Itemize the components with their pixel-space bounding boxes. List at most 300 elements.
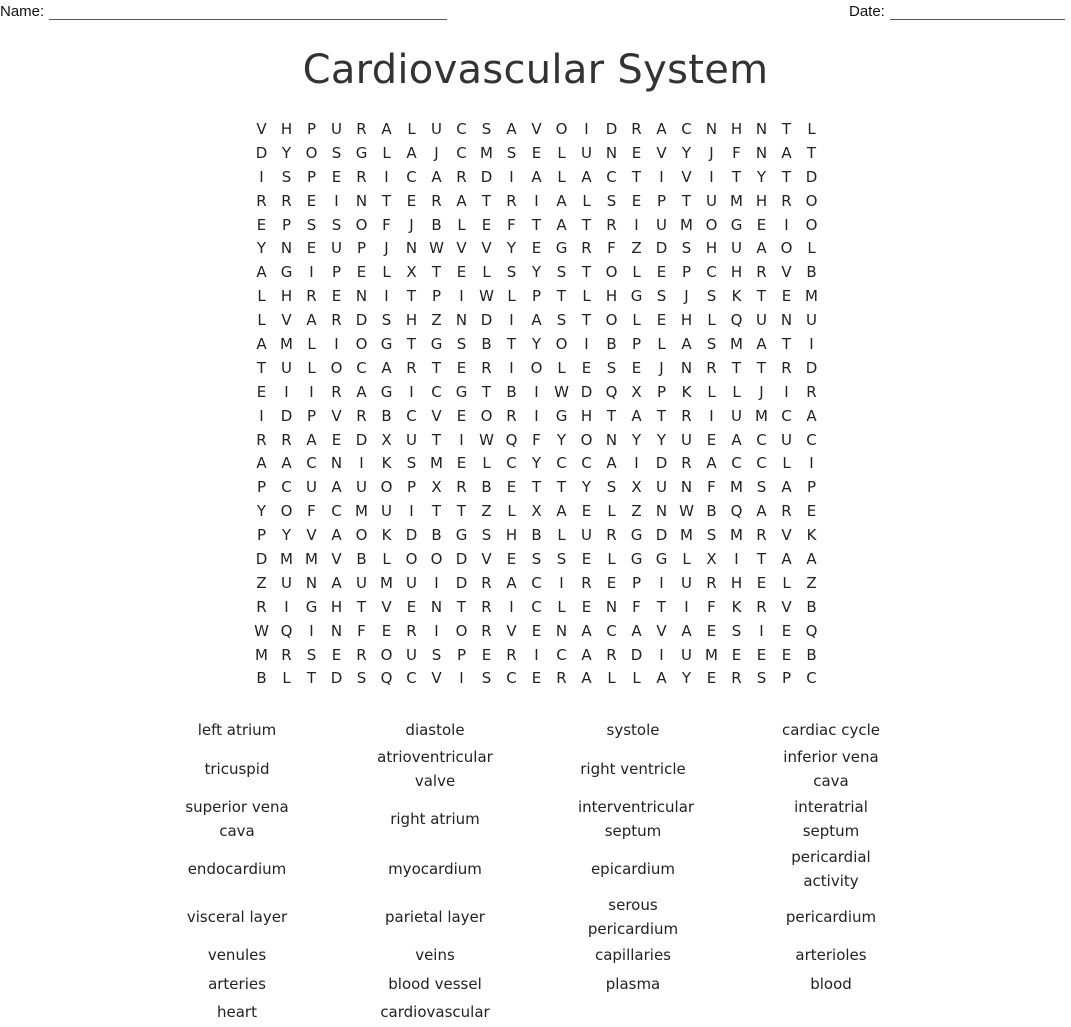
grid-letter[interactable]: E [756,645,767,664]
grid-letter[interactable]: L [607,669,616,688]
grid-letter[interactable]: V [781,526,792,545]
grid-letter[interactable]: G [280,263,293,282]
grid-letter[interactable]: T [256,358,267,377]
grid-letter[interactable]: O [280,502,293,521]
grid-letter[interactable]: R [756,526,767,545]
grid-letter[interactable]: P [656,191,667,210]
grid-letter[interactable]: J [409,215,414,234]
grid-letter[interactable]: W [679,502,694,521]
grid-letter[interactable]: S [306,645,317,664]
grid-letter[interactable]: I [784,382,789,401]
grid-letter[interactable]: E [531,239,542,258]
grid-letter[interactable]: R [606,645,617,664]
grid-letter[interactable]: T [731,358,742,377]
grid-letter[interactable]: L [382,550,391,569]
grid-letter[interactable]: S [331,215,342,234]
grid-letter[interactable]: H [280,287,293,306]
grid-letter[interactable]: S [406,454,417,473]
grid-letter[interactable]: A [431,167,442,186]
grid-letter[interactable]: O [555,335,568,354]
grid-letter[interactable]: E [406,597,417,616]
grid-letter[interactable]: A [806,406,817,425]
grid-letter[interactable]: I [459,287,464,306]
grid-letter[interactable]: H [605,287,618,306]
grid-letter[interactable]: R [481,358,492,377]
grid-letter[interactable]: A [581,645,592,664]
grid-letter[interactable]: L [407,120,416,138]
grid-letter[interactable]: A [281,454,292,473]
grid-letter[interactable]: P [406,478,417,497]
date-field[interactable] [849,3,1065,20]
grid-letter[interactable]: N [355,287,368,306]
grid-letter[interactable]: I [309,621,314,640]
grid-letter[interactable]: A [781,478,792,497]
grid-letter[interactable]: I [634,454,639,473]
grid-letter[interactable]: A [581,669,592,688]
grid-letter[interactable]: S [306,215,317,234]
grid-letter[interactable]: C [556,454,567,473]
grid-letter[interactable]: E [381,621,392,640]
grid-letter[interactable]: F [307,502,316,521]
grid-letter[interactable]: C [756,430,767,449]
grid-letter[interactable]: C [456,143,467,162]
grid-letter[interactable]: Q [505,430,518,449]
grid-letter[interactable]: T [581,311,592,330]
grid-letter[interactable]: L [557,143,566,162]
grid-letter[interactable]: I [284,382,289,401]
grid-letter[interactable]: K [381,526,392,545]
grid-letter[interactable]: K [731,597,742,616]
grid-letter[interactable]: Y [256,239,267,258]
grid-letter[interactable]: T [781,167,792,186]
grid-letter[interactable]: I [334,191,339,210]
grid-letter[interactable]: E [756,573,767,592]
grid-letter[interactable]: L [457,215,466,234]
grid-letter[interactable]: S [731,621,742,640]
grid-letter[interactable]: P [306,406,317,425]
name-field[interactable] [0,3,447,20]
grid-letter[interactable]: H [580,406,593,425]
grid-letter[interactable]: T [806,143,817,162]
grid-letter[interactable]: O [330,358,343,377]
grid-letter[interactable]: K [681,382,692,401]
grid-letter[interactable]: G [630,526,643,545]
grid-letter[interactable]: G [455,382,468,401]
grid-letter[interactable]: E [456,263,467,282]
grid-letter[interactable]: G [555,406,568,425]
grid-letter[interactable]: R [356,645,367,664]
grid-letter[interactable]: I [259,406,264,425]
grid-letter[interactable]: Y [756,167,767,186]
grid-letter[interactable]: Y [531,335,542,354]
grid-letter[interactable]: R [281,645,292,664]
grid-letter[interactable]: P [631,335,642,354]
grid-letter[interactable]: L [382,263,391,282]
grid-letter[interactable]: S [556,311,567,330]
grid-letter[interactable]: S [606,478,617,497]
grid-letter[interactable]: U [356,478,367,497]
grid-letter[interactable]: T [631,167,642,186]
grid-letter[interactable]: M [730,191,743,210]
grid-letter[interactable]: A [531,311,542,330]
grid-letter[interactable]: T [656,597,667,616]
grid-letter[interactable]: I [459,430,464,449]
grid-letter[interactable]: L [507,287,516,306]
grid-letter[interactable]: M [355,502,368,521]
grid-letter[interactable]: T [481,191,492,210]
grid-letter[interactable]: L [782,454,791,473]
grid-letter[interactable]: I [709,406,714,425]
grid-letter[interactable]: Z [256,573,267,592]
grid-letter[interactable]: R [306,287,317,306]
grid-letter[interactable]: I [634,215,639,234]
grid-letter[interactable]: N [305,573,318,592]
grid-letter[interactable]: C [806,430,817,449]
grid-letter[interactable]: Y [656,430,667,449]
grid-letter[interactable]: Y [531,454,542,473]
grid-letter[interactable]: A [506,120,517,138]
grid-letter[interactable]: T [431,430,442,449]
grid-letter[interactable]: D [580,382,593,401]
grid-letter[interactable]: R [606,526,617,545]
grid-letter[interactable]: U [756,311,767,330]
grid-letter[interactable]: O [480,406,493,425]
grid-letter[interactable]: V [531,120,542,138]
grid-letter[interactable]: N [705,120,718,138]
grid-letter[interactable]: Z [806,573,817,592]
grid-letter[interactable]: D [255,550,268,569]
grid-letter[interactable]: A [781,550,792,569]
grid-letter[interactable]: P [631,573,642,592]
grid-letter[interactable]: Y [281,526,292,545]
grid-letter[interactable]: N [680,478,693,497]
grid-letter[interactable]: A [556,191,567,210]
grid-letter[interactable]: C [531,597,542,616]
grid-letter[interactable]: H [730,120,743,138]
grid-letter[interactable]: H [705,239,718,258]
grid-letter[interactable]: B [606,335,617,354]
grid-letter[interactable]: I [534,406,539,425]
grid-letter[interactable]: U [706,191,717,210]
grid-letter[interactable]: A [631,621,642,640]
grid-letter[interactable]: T [556,287,567,306]
grid-letter[interactable]: L [307,358,316,377]
grid-letter[interactable]: D [255,143,268,162]
grid-letter[interactable]: E [581,550,592,569]
grid-letter[interactable]: D [405,526,418,545]
grid-letter[interactable]: A [531,167,542,186]
grid-letter[interactable]: J [434,143,439,162]
grid-letter[interactable]: S [706,287,717,306]
grid-letter[interactable]: M [380,573,393,592]
grid-letter[interactable]: G [455,526,468,545]
grid-letter[interactable]: A [456,191,467,210]
grid-letter[interactable]: T [481,382,492,401]
grid-letter[interactable]: N [680,358,693,377]
grid-letter[interactable]: O [355,526,368,545]
grid-letter[interactable]: W [554,382,569,401]
grid-letter[interactable]: I [809,454,814,473]
grid-letter[interactable]: A [581,621,592,640]
grid-letter[interactable]: R [331,311,342,330]
grid-letter[interactable]: E [581,502,592,521]
grid-letter[interactable]: C [731,454,742,473]
grid-letter[interactable]: H [730,573,743,592]
grid-letter[interactable]: R [631,120,642,138]
grid-letter[interactable]: S [456,335,467,354]
grid-letter[interactable]: T [431,502,442,521]
grid-letter[interactable]: S [556,550,567,569]
grid-letter[interactable]: O [355,215,368,234]
grid-letter[interactable]: R [481,573,492,592]
grid-letter[interactable]: L [782,573,791,592]
grid-letter[interactable]: C [331,502,342,521]
grid-letter[interactable]: Q [730,311,743,330]
grid-letter[interactable]: L [482,454,491,473]
grid-letter[interactable]: Y [631,430,642,449]
grid-letter[interactable]: T [681,191,692,210]
grid-letter[interactable]: A [556,502,567,521]
grid-letter[interactable]: U [406,430,417,449]
grid-letter[interactable]: N [605,597,618,616]
grid-letter[interactable]: E [631,358,642,377]
grid-letter[interactable]: L [807,120,816,138]
grid-letter[interactable]: T [556,478,567,497]
grid-letter[interactable]: C [681,120,692,138]
grid-letter[interactable]: E [706,669,717,688]
grid-letter[interactable]: R [706,573,717,592]
grid-letter[interactable]: U [281,573,292,592]
grid-letter[interactable]: P [256,478,267,497]
grid-letter[interactable]: V [781,597,792,616]
grid-letter[interactable]: G [355,143,368,162]
grid-letter[interactable]: R [406,621,417,640]
grid-letter[interactable]: A [256,454,267,473]
grid-letter[interactable]: A [381,358,392,377]
grid-letter[interactable]: U [581,143,592,162]
grid-letter[interactable]: S [281,167,292,186]
grid-letter[interactable]: V [481,550,492,569]
grid-letter[interactable]: A [581,167,592,186]
grid-letter[interactable]: L [557,358,566,377]
grid-letter[interactable]: M [705,645,718,664]
grid-letter[interactable]: R [281,430,292,449]
grid-letter[interactable]: Y [256,502,267,521]
grid-letter[interactable]: V [381,597,392,616]
grid-letter[interactable]: D [630,645,643,664]
grid-letter[interactable]: N [755,143,768,162]
grid-letter[interactable]: I [809,335,814,354]
grid-letter[interactable]: S [606,191,617,210]
grid-letter[interactable]: I [659,645,664,664]
grid-letter[interactable]: N [555,621,568,640]
grid-letter[interactable]: I [534,382,539,401]
grid-letter[interactable]: V [506,621,517,640]
grid-letter[interactable]: T [531,478,542,497]
grid-letter[interactable]: A [681,621,692,640]
grid-letter[interactable]: E [631,191,642,210]
grid-letter[interactable]: X [406,263,417,282]
grid-letter[interactable]: C [406,669,417,688]
grid-letter[interactable]: P [331,263,342,282]
grid-letter[interactable]: D [805,358,818,377]
grid-letter[interactable]: L [557,167,566,186]
grid-letter[interactable]: V [431,406,442,425]
grid-letter[interactable]: L [632,669,641,688]
grid-letter[interactable]: O [555,120,568,138]
grid-letter[interactable]: C [756,454,767,473]
grid-letter[interactable]: O [355,335,368,354]
grid-letter[interactable]: N [605,430,618,449]
grid-letter[interactable]: W [254,621,269,640]
grid-letter[interactable]: E [531,143,542,162]
grid-letter[interactable]: I [459,669,464,688]
grid-letter[interactable]: C [406,406,417,425]
grid-letter[interactable]: N [455,311,468,330]
grid-letter[interactable]: R [256,597,267,616]
grid-letter[interactable]: F [357,621,366,640]
grid-letter[interactable]: E [331,430,342,449]
grid-letter[interactable]: T [756,358,767,377]
grid-letter[interactable]: R [506,645,517,664]
grid-letter[interactable]: B [706,502,717,521]
grid-letter[interactable]: E [806,502,817,521]
grid-letter[interactable]: E [331,167,342,186]
grid-letter[interactable]: A [806,550,817,569]
grid-letter[interactable]: A [256,263,267,282]
grid-letter[interactable]: L [557,597,566,616]
grid-letter[interactable]: N [330,454,343,473]
grid-letter[interactable]: I [534,645,539,664]
grid-letter[interactable]: E [581,358,592,377]
grid-letter[interactable]: J [659,358,664,377]
grid-letter[interactable]: C [531,573,542,592]
grid-letter[interactable]: N [405,239,418,258]
grid-letter[interactable]: R [356,167,367,186]
grid-letter[interactable]: S [381,311,392,330]
grid-letter[interactable]: M [305,550,318,569]
grid-letter[interactable]: V [331,550,342,569]
grid-letter[interactable]: G [630,287,643,306]
grid-letter[interactable]: O [580,430,593,449]
grid-letter[interactable]: L [707,382,716,401]
grid-letter[interactable]: L [632,263,641,282]
grid-letter[interactable]: M [755,406,768,425]
grid-letter[interactable]: K [381,454,392,473]
grid-letter[interactable]: S [481,669,492,688]
grid-letter[interactable]: T [756,550,767,569]
grid-letter[interactable]: C [806,669,817,688]
grid-letter[interactable]: E [531,621,542,640]
grid-letter[interactable]: S [481,526,492,545]
grid-letter[interactable]: R [431,191,442,210]
grid-letter[interactable]: P [656,382,667,401]
grid-letter[interactable]: O [530,358,543,377]
grid-letter[interactable]: S [531,550,542,569]
grid-letter[interactable]: T [781,335,792,354]
grid-letter[interactable]: Y [681,143,692,162]
grid-letter[interactable]: I [259,167,264,186]
grid-letter[interactable]: A [606,454,617,473]
grid-letter[interactable]: W [479,287,494,306]
grid-letter[interactable]: T [756,287,767,306]
grid-letter[interactable]: X [531,502,542,521]
grid-letter[interactable]: E [456,454,467,473]
grid-letter[interactable]: E [331,645,342,664]
grid-letter[interactable]: E [656,263,667,282]
grid-letter[interactable]: H [680,311,693,330]
grid-letter[interactable]: U [331,120,342,138]
grid-letter[interactable]: B [806,645,817,664]
grid-letter[interactable]: P [431,287,442,306]
grid-letter[interactable]: F [707,597,716,616]
grid-letter[interactable]: G [730,215,743,234]
grid-letter[interactable]: V [456,239,467,258]
grid-letter[interactable]: M [480,143,493,162]
grid-letter[interactable]: L [607,550,616,569]
grid-letter[interactable]: R [781,502,792,521]
grid-letter[interactable]: L [732,382,741,401]
grid-letter[interactable]: C [606,167,617,186]
grid-letter[interactable]: I [309,382,314,401]
grid-letter[interactable]: R [481,621,492,640]
grid-letter[interactable]: P [256,526,267,545]
grid-letter[interactable]: I [734,550,739,569]
grid-letter[interactable]: T [656,406,667,425]
grid-letter[interactable]: D [355,311,368,330]
grid-letter[interactable]: S [606,358,617,377]
grid-letter[interactable]: O [705,215,718,234]
grid-letter[interactable]: V [306,526,317,545]
grid-letter[interactable]: I [409,502,414,521]
grid-letter[interactable]: S [556,263,567,282]
grid-letter[interactable]: Y [681,669,692,688]
grid-letter[interactable]: E [481,215,492,234]
grid-letter[interactable]: C [606,621,617,640]
grid-letter[interactable]: N [430,597,443,616]
grid-letter[interactable]: I [409,382,414,401]
grid-letter[interactable]: M [680,526,693,545]
grid-letter[interactable]: D [605,120,618,138]
grid-letter[interactable]: L [257,287,266,306]
grid-letter[interactable]: E [356,263,367,282]
grid-letter[interactable]: I [534,191,539,210]
grid-letter[interactable]: T [456,502,467,521]
grid-letter[interactable]: R [756,263,767,282]
grid-letter[interactable]: E [256,215,267,234]
grid-letter[interactable]: H [505,526,518,545]
grid-letter[interactable]: R [331,382,342,401]
grid-letter[interactable]: M [680,215,693,234]
grid-letter[interactable]: U [781,430,792,449]
grid-letter[interactable]: R [806,382,817,401]
grid-letter[interactable]: T [731,167,742,186]
grid-letter[interactable]: S [756,478,767,497]
grid-letter[interactable]: X [431,478,442,497]
grid-letter[interactable]: V [681,167,692,186]
grid-letter[interactable]: C [506,669,517,688]
grid-letter[interactable]: E [531,669,542,688]
grid-letter[interactable]: V [431,669,442,688]
grid-letter[interactable]: V [656,621,667,640]
grid-letter[interactable]: B [381,406,392,425]
grid-letter[interactable]: Q [380,669,393,688]
grid-letter[interactable]: J [384,239,389,258]
grid-letter[interactable]: G [380,382,393,401]
grid-letter[interactable]: I [284,597,289,616]
grid-letter[interactable]: L [557,526,566,545]
grid-letter[interactable]: G [430,335,443,354]
